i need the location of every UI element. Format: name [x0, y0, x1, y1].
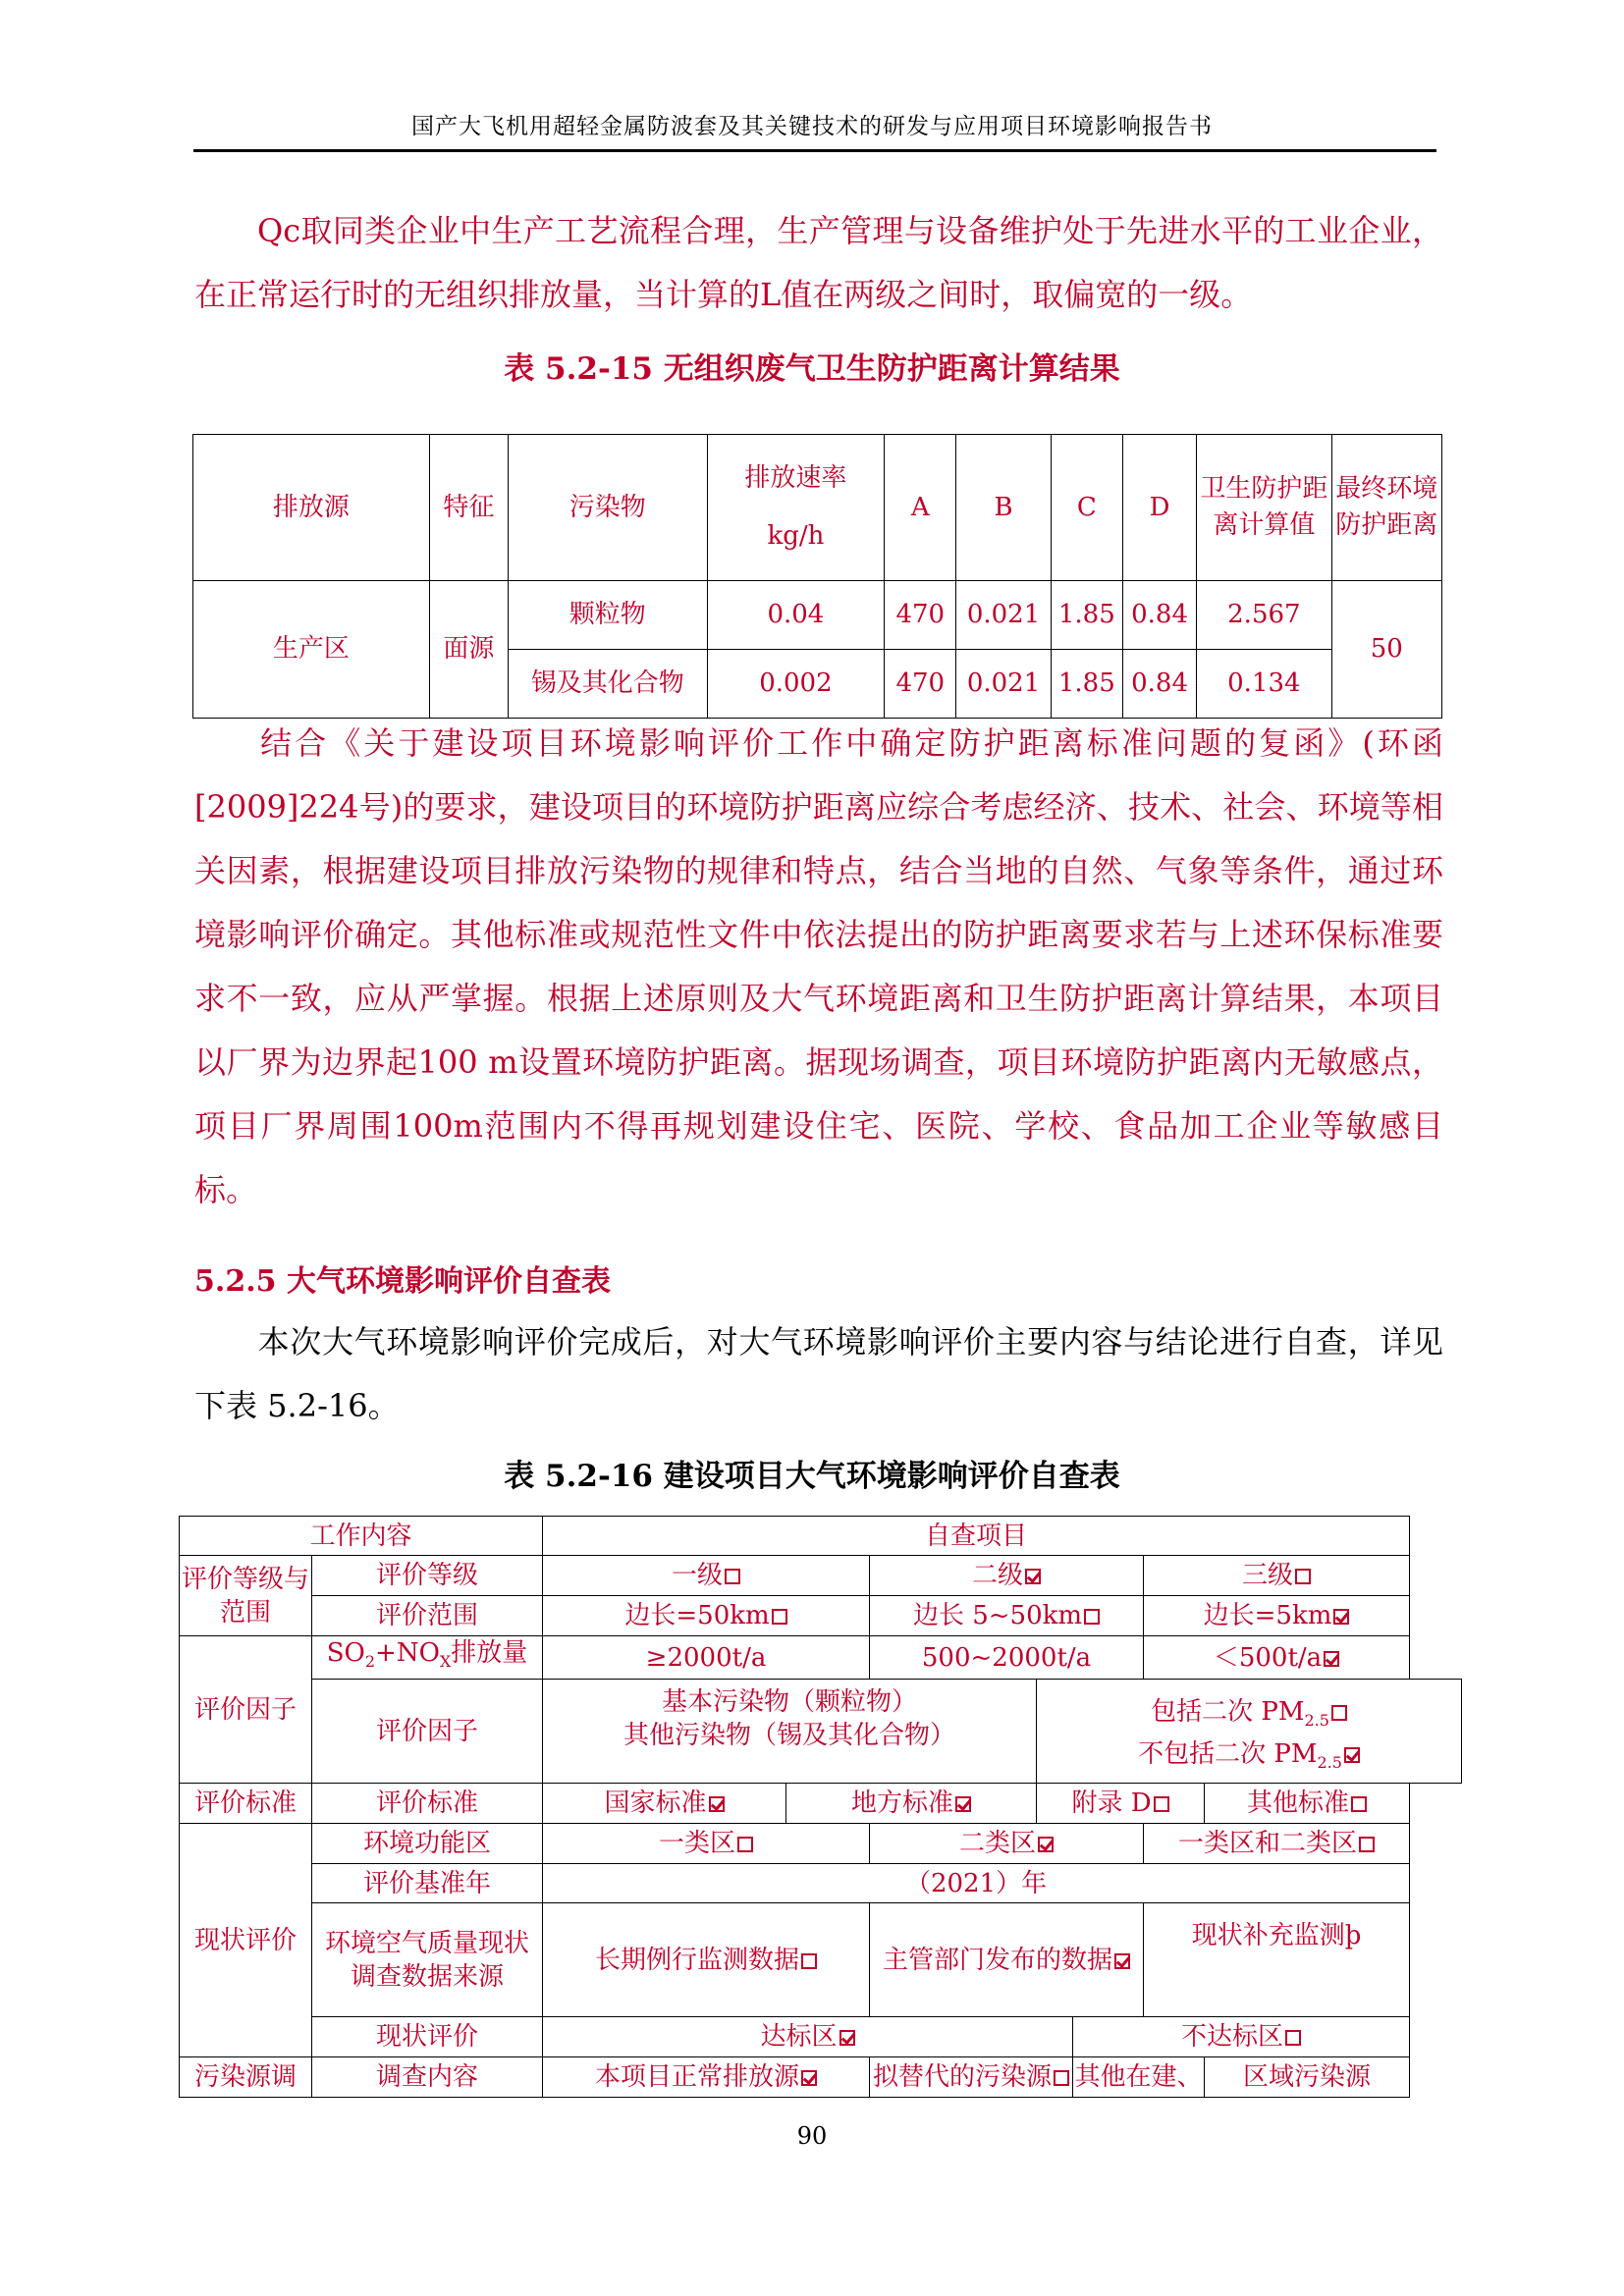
paragraph-distance [194, 712, 1443, 1222]
cell-pollutant: 颗粒物 [509, 581, 708, 650]
cell-range-label: 评价范围 [312, 1596, 543, 1636]
cell-factor-group: 评价因子 [180, 1636, 312, 1784]
option-label: 一类区 [659, 1829, 736, 1859]
option-label: 达标区 [760, 2022, 838, 2053]
checkbox-empty-icon[interactable] [1295, 1569, 1311, 1584]
th-a: A [885, 435, 956, 581]
cell-d: 0.84 [1122, 650, 1196, 719]
cell-rate: 0.04 [707, 581, 885, 650]
cell-std-group: 评价标准 [180, 1784, 312, 1824]
table-row [180, 1824, 1462, 1864]
option-src-1[interactable] [543, 1903, 870, 2017]
cell-a: 470 [885, 650, 956, 719]
cell-b: 0.021 [956, 650, 1051, 719]
option-range-3[interactable] [1144, 1596, 1410, 1636]
option-survey-3[interactable] [1073, 2057, 1205, 2098]
checkbox-checked-icon[interactable] [801, 2070, 817, 2086]
cell-year-value: （2021）年 [543, 1864, 1410, 1903]
option-label: 二级 [972, 1561, 1024, 1590]
checkbox-empty-icon[interactable] [801, 1953, 817, 1969]
checkbox-empty-icon[interactable] [1359, 1837, 1375, 1852]
option-src-3[interactable] [1144, 1903, 1410, 2017]
option-label: 国家标准 [604, 1789, 707, 1819]
running-header: 国产大飞机用超轻金属防波套及其关键技术的研发与应用项目环境影响报告书 [411, 114, 1213, 139]
option-label: 地方标准 [851, 1789, 954, 1819]
th-pollutant: 污染物 [509, 435, 708, 581]
th-rate [707, 435, 885, 581]
factor-basic: 基本污染物（颗粒物） [662, 1687, 918, 1718]
table-row [180, 1556, 1462, 1596]
option-label: 不包括二次 PM [1138, 1738, 1318, 1769]
cell-status-group: 现状评价 [180, 1824, 312, 2057]
cell-std-label: 评价标准 [312, 1784, 543, 1824]
th-c: C [1051, 435, 1122, 581]
table-row [180, 1864, 1462, 1903]
checkbox-checked-icon[interactable] [709, 1796, 725, 1812]
checkbox-checked-icon[interactable] [1344, 1747, 1360, 1763]
option-label: 长期例行监测数据 [595, 1945, 800, 1975]
table-row [180, 2057, 1462, 2098]
option-emit-2[interactable] [870, 1636, 1144, 1680]
table1-caption: 表 5.2-15 无组织废气卫生防护距离计算结果 [504, 351, 1120, 387]
option-grade-3[interactable] [1144, 1556, 1410, 1596]
option-pm-exclude[interactable] [1038, 1737, 1460, 1780]
option-survey-1[interactable] [543, 2057, 870, 2098]
cell-factor-label: 评价因子 [312, 1680, 543, 1784]
table-protection-distance [192, 434, 1442, 719]
paragraph-qc-text: Qc取同类企业中生产工艺流程合理，生产管理与设备维护处于先进水平的工业企业，在正常运行时的无组织排放量，当计算的L值在两级之间时，取偏宽的一级。 [194, 212, 1443, 313]
cell-c: 1.85 [1051, 581, 1122, 650]
cell-survey-label: 调查内容 [312, 2057, 543, 2098]
paragraph-intro-text: 本次大气环境影响评价完成后，对大气环境影响评价主要内容与结论进行自查，详见下表 5.2-16。 [194, 1323, 1443, 1424]
table-row [180, 1596, 1462, 1636]
cell-d: 0.84 [1122, 581, 1196, 650]
option-label: 主管部门发布的数据 [883, 1945, 1113, 1975]
option-std-1[interactable] [543, 1784, 786, 1824]
th-calc: 卫生防护距离计算值 [1197, 435, 1331, 581]
paragraph-qc [194, 199, 1443, 327]
so2-subscript: 2 [364, 1652, 376, 1672]
cell-pollutant: 锡及其化合物 [509, 650, 708, 719]
option-range-2[interactable] [870, 1596, 1144, 1636]
checkbox-empty-icon[interactable] [1154, 1796, 1169, 1812]
option-label: 区域污染源 [1243, 2062, 1372, 2093]
checkbox-checked-icon[interactable] [1333, 1609, 1349, 1625]
table2-header-row [180, 1517, 1462, 1556]
th-d: D [1122, 435, 1196, 581]
option-std-3[interactable] [1037, 1784, 1205, 1824]
option-std-2[interactable] [786, 1784, 1037, 1824]
option-label: 500~2000t/a [921, 1642, 1092, 1673]
table-row [180, 1903, 1462, 2017]
paragraph-distance-text: 结合《关于建设项目环境影响评价工作中确定防护距离标准问题的复函》(环函[2009]224号)的要求，建设项目的环境防护距离应综合考虑经济、技术、社会、环境等相关因素，根据建设项目排放污染物的规律和特点，结合当地的自然、气象等条件，通过环境影响评价确定。其他标准或规范性文件中依法提出的防护距离要求若与上述环保标准要求不一致，应从严掌握。根据上述原则及大气环境距离和卫生防护距离计算结果，本项目以厂界为边界起100 m设置环境防护距离。据现场调查，项目环境防护距离内无敏感点，项目厂界周围100m范围内不得再规划建设住宅、医院、学校、食品加工企业等敏感目标。 [194, 724, 1443, 1208]
page-number: 90 [796, 2122, 828, 2150]
table-row [180, 1636, 1462, 1680]
th-work: 工作内容 [180, 1517, 543, 1556]
nox-text: +NO [375, 1638, 440, 1668]
table-row [180, 1784, 1462, 1824]
option-label: ≥2000t/a [645, 1642, 767, 1673]
table-row [193, 581, 1442, 650]
checkbox-empty-icon[interactable] [1331, 1705, 1347, 1721]
checkbox-empty-icon[interactable] [772, 1609, 787, 1625]
cell-a: 470 [885, 581, 956, 650]
cell-year-label: 评价基准年 [312, 1864, 543, 1903]
factor-other: 其他污染物（锡及其化合物） [623, 1721, 956, 1751]
so2-tail-text: 排放量 [451, 1638, 528, 1668]
checkbox-checked-icon[interactable] [1114, 1953, 1130, 1969]
section-heading: 5.2.5 大气环境影响评价自查表 [194, 1264, 611, 1299]
option-label: 其他在建、 [1074, 2062, 1203, 2093]
cell-func-label: 环境功能区 [312, 1824, 543, 1864]
table2-caption: 表 5.2-16 建设项目大气环境影响评价自查表 [504, 1459, 1120, 1494]
checkbox-empty-icon[interactable] [1054, 2070, 1069, 2086]
cell-feature: 面源 [429, 581, 508, 719]
option-label: 边长=5km [1203, 1601, 1332, 1630]
option-label: 二类区 [959, 1829, 1037, 1859]
th-final: 最终环境防护距离 [1331, 435, 1441, 581]
option-eval-2[interactable] [1073, 2017, 1410, 2057]
checkbox-empty-icon[interactable] [1351, 1796, 1367, 1812]
option-label: 其他标准 [1247, 1789, 1350, 1819]
table-row [180, 2017, 1462, 2057]
option-label: 附录 D [1071, 1789, 1152, 1819]
option-range-1[interactable] [543, 1596, 870, 1636]
cell-rate: 0.002 [707, 650, 885, 719]
option-emit-3[interactable] [1144, 1636, 1410, 1680]
option-label: 三级 [1242, 1561, 1294, 1590]
option-label: 本项目正常排放源 [595, 2062, 800, 2093]
th-rate-unit: kg/h [767, 521, 825, 551]
checkbox-checked-icon[interactable] [839, 2030, 855, 2046]
checkbox-empty-icon[interactable] [737, 1837, 753, 1852]
cell-grade-group: 评价等级与范围 [180, 1556, 312, 1636]
pm-subscript: 2.5 [1317, 1752, 1342, 1772]
table-row [180, 1680, 1462, 1784]
cell-calc: 0.134 [1197, 650, 1331, 719]
option-pm-include[interactable] [1038, 1695, 1460, 1737]
cell-factor-content [543, 1680, 1037, 1784]
cell-pm-options [1037, 1680, 1462, 1784]
th-selfcheck: 自查项目 [543, 1517, 1410, 1556]
option-std-4[interactable] [1205, 1784, 1410, 1824]
checkbox-checked-icon[interactable] [1324, 1651, 1339, 1667]
option-label: 现状补充监测þ [1191, 1921, 1362, 1951]
th-source: 排放源 [193, 435, 430, 581]
checkbox-checked-icon[interactable] [955, 1796, 971, 1812]
option-label: 一级 [672, 1561, 724, 1590]
option-func-1[interactable] [543, 1824, 870, 1864]
option-func-3[interactable] [1144, 1824, 1410, 1864]
option-label: ＜500t/a [1213, 1642, 1323, 1673]
option-func-2[interactable] [870, 1824, 1144, 1864]
so2-text: SO [326, 1638, 365, 1668]
option-survey-4[interactable] [1205, 2057, 1410, 2098]
pm-subscript: 2.5 [1304, 1710, 1329, 1730]
cell-src-label: 环境空气质量现状调查数据来源 [312, 1903, 543, 2017]
option-grade-2[interactable] [870, 1556, 1144, 1596]
checkbox-empty-icon[interactable] [725, 1569, 740, 1584]
option-emit-1[interactable] [543, 1636, 870, 1680]
paragraph-intro [194, 1310, 1443, 1438]
option-grade-1[interactable] [543, 1556, 870, 1596]
option-label: 边长 5~50km [912, 1601, 1083, 1630]
option-label: 一类区和二类区 [1178, 1829, 1358, 1859]
cell-so2-label [312, 1636, 543, 1680]
checkbox-empty-icon[interactable] [1084, 1609, 1100, 1625]
option-src-2[interactable] [870, 1903, 1144, 2017]
cell-eval-label: 现状评价 [312, 2017, 543, 2057]
th-rate-label: 排放速率 [744, 463, 847, 493]
option-label: 不达标区 [1181, 2022, 1284, 2053]
table-selfcheck [179, 1516, 1462, 2098]
table1-header-row [193, 435, 1442, 581]
th-feature: 特征 [429, 435, 508, 581]
option-label: 边长=50km [624, 1601, 770, 1630]
header-rule [193, 149, 1436, 152]
option-label: 包括二次 PM [1151, 1696, 1305, 1727]
cell-b: 0.021 [956, 581, 1051, 650]
th-b: B [956, 435, 1051, 581]
cell-calc: 2.567 [1197, 581, 1331, 650]
checkbox-checked-icon[interactable] [1025, 1569, 1041, 1584]
option-eval-1[interactable] [543, 2017, 1073, 2057]
checkbox-empty-icon[interactable] [1285, 2030, 1301, 2046]
cell-grade-label: 评价等级 [312, 1556, 543, 1596]
option-survey-2[interactable] [870, 2057, 1073, 2098]
cell-final: 50 [1331, 581, 1441, 719]
nox-subscript: X [439, 1652, 452, 1672]
checkbox-checked-icon[interactable] [1038, 1837, 1054, 1852]
option-label: 拟替代的污染源 [873, 2062, 1053, 2093]
cell-c: 1.85 [1051, 650, 1122, 719]
cell-pol-group: 污染源调 [180, 2057, 312, 2098]
cell-source: 生产区 [193, 581, 430, 719]
